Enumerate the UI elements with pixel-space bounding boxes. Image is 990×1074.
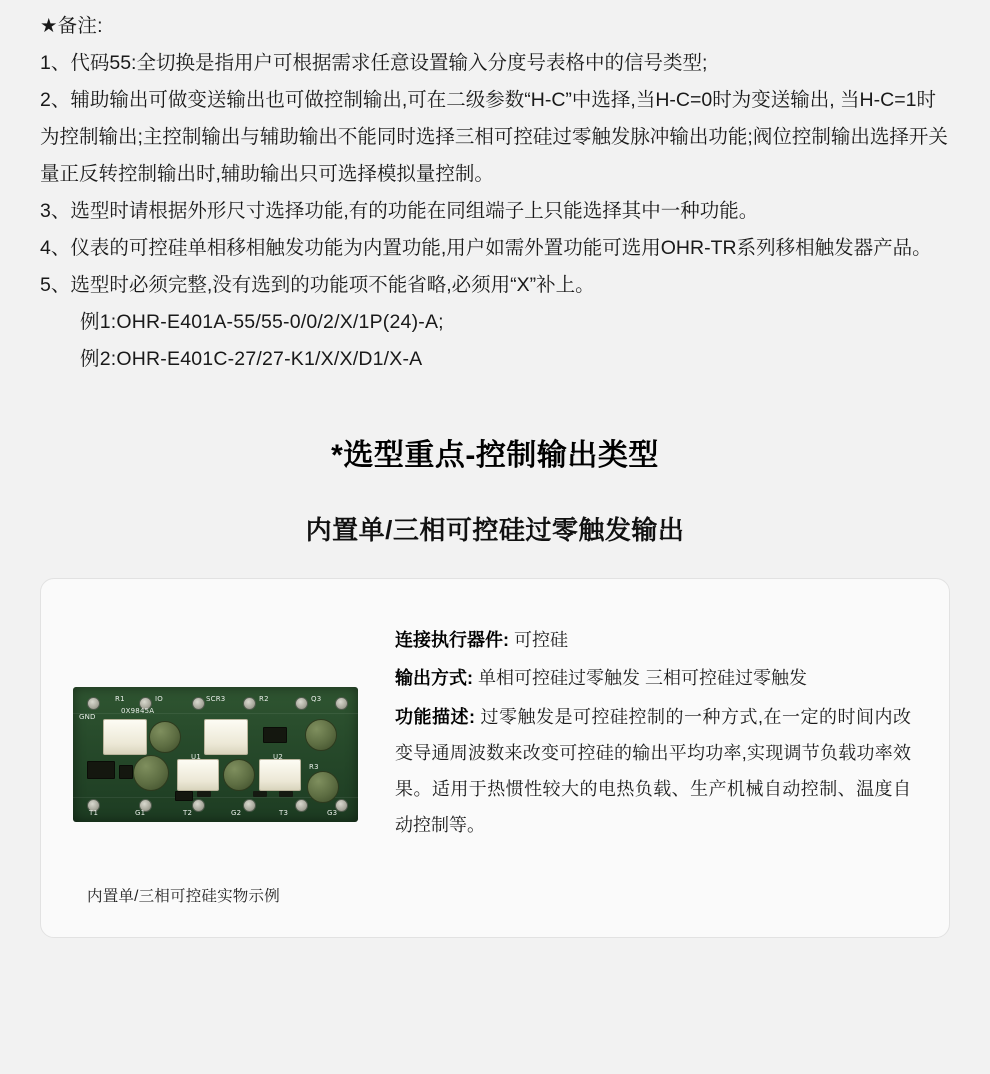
pcb-silk-scr3: SCR3 <box>206 695 226 703</box>
pcb-chip <box>87 761 115 779</box>
pcb-board-image <box>73 687 358 822</box>
pcb-pad <box>295 697 308 710</box>
pcb-silk-g3: G3 <box>327 809 338 817</box>
spec-label: 功能描述: <box>395 707 475 727</box>
pcb-resistor <box>279 791 293 797</box>
pcb-capacitor <box>149 721 181 753</box>
spec-row-description <box>395 699 911 843</box>
pcb-pad <box>243 697 256 710</box>
pcb-silk-code: 0X9845A <box>121 707 155 715</box>
pcb-pad <box>87 697 100 710</box>
pcb-capacitor <box>133 755 169 791</box>
pcb-capacitor <box>223 759 255 791</box>
notes-title: ★备注: <box>40 15 103 37</box>
note-item-5: 5、选型时必须完整,没有选到的功能项不能省略,必须用“X”补上。 <box>40 274 595 296</box>
pcb-silk-r2: R2 <box>259 695 269 703</box>
pcb-relay <box>259 759 301 791</box>
note-item-4: 4、仪表的可控硅单相移相触发功能为内置功能,用户如需外置功能可选用OHR-TR系列移相触发器产品。 <box>40 237 932 259</box>
pcb-pad <box>335 697 348 710</box>
section-heading: *选型重点-控制输出类型 <box>331 439 659 472</box>
pcb-pad <box>192 697 205 710</box>
spec-row-output-mode <box>395 661 911 695</box>
pcb-silk-g1: G1 <box>135 809 146 817</box>
spec-value: 过零触发是可控硅控制的一种方式,在一定的时间内改变导通周波数来改变可控硅的输出平均功率,实现调节负载功率效果。适用于热惯性较大的电热负载、生产机械自动控制、温度自动控制等。 <box>395 707 912 835</box>
pcb-silk-q3: Q3 <box>311 695 322 703</box>
section-subheading: 内置单/三相可控硅过零触发输出 <box>305 515 685 545</box>
board-caption: 内置单/三相可控硅实物示例 <box>87 888 280 905</box>
card-left-column <box>65 601 395 906</box>
pcb-resistor <box>197 791 211 797</box>
pcb-chip <box>175 791 193 801</box>
pcb-silk-u1: U1 <box>191 753 201 761</box>
spec-label: 输出方式: <box>395 668 473 688</box>
pcb-pad <box>243 799 256 812</box>
note-example-2: 例2:OHR-E401C-27/27-K1/X/X/D1/X-A <box>80 348 423 370</box>
pcb-pad <box>295 799 308 812</box>
pcb-chip <box>119 765 133 779</box>
pcb-capacitor <box>305 719 337 751</box>
pcb-silk-r1: R1 <box>115 695 125 703</box>
pcb-silk-t1: T1 <box>89 809 99 817</box>
pcb-capacitor <box>307 771 339 803</box>
notes-block <box>40 8 950 378</box>
spec-label: 连接执行器件: <box>395 630 509 650</box>
pcb-silk-u2: U2 <box>273 753 283 761</box>
pcb-resistor <box>253 791 267 797</box>
pcb-illustration <box>73 687 358 822</box>
pcb-silk-r3: R3 <box>309 763 319 771</box>
pcb-silk-t2: T2 <box>183 809 193 817</box>
spec-value: 单相可控硅过零触发 三相可控硅过零触发 <box>478 668 808 688</box>
note-item-3: 3、选型时请根据外形尺寸选择功能,有的功能在同组端子上只能选择其中一种功能。 <box>40 200 759 222</box>
card-right-column <box>395 601 921 906</box>
pcb-relay <box>177 759 219 791</box>
product-card <box>40 578 950 938</box>
note-item-1: 1、代码55:全切换是指用户可根据需求任意设置输入分度号表格中的信号类型; <box>40 52 708 74</box>
pcb-trace <box>73 713 358 714</box>
note-item-2: 2、辅助输出可做变送输出也可做控制输出,可在二级参数“H-C”中选择,当H-C=0时为变送输出, 当H-C=1时为控制输出;主控制输出与辅助输出不能同时选择三相可控硅过零触发脉冲输出功能;阀位控制输出选择开关量正反转控制输出时,辅助输出只可选择模拟量控制。 <box>40 89 948 185</box>
pcb-relay <box>103 719 147 755</box>
pcb-silk-t3: T3 <box>279 809 289 817</box>
card-body <box>41 579 949 906</box>
pcb-silk-io: IO <box>155 695 163 703</box>
pcb-chip <box>263 727 287 743</box>
pcb-silk-gnd: GND <box>79 713 96 721</box>
note-example-1: 例1:OHR-E401A-55/55-0/0/2/X/1P(24)-A; <box>80 311 444 333</box>
spec-value: 可控硅 <box>514 630 569 650</box>
pcb-relay <box>204 719 248 755</box>
spec-row-connected-device <box>395 623 911 657</box>
pcb-silk-g2: G2 <box>231 809 242 817</box>
pcb-pad <box>192 799 205 812</box>
